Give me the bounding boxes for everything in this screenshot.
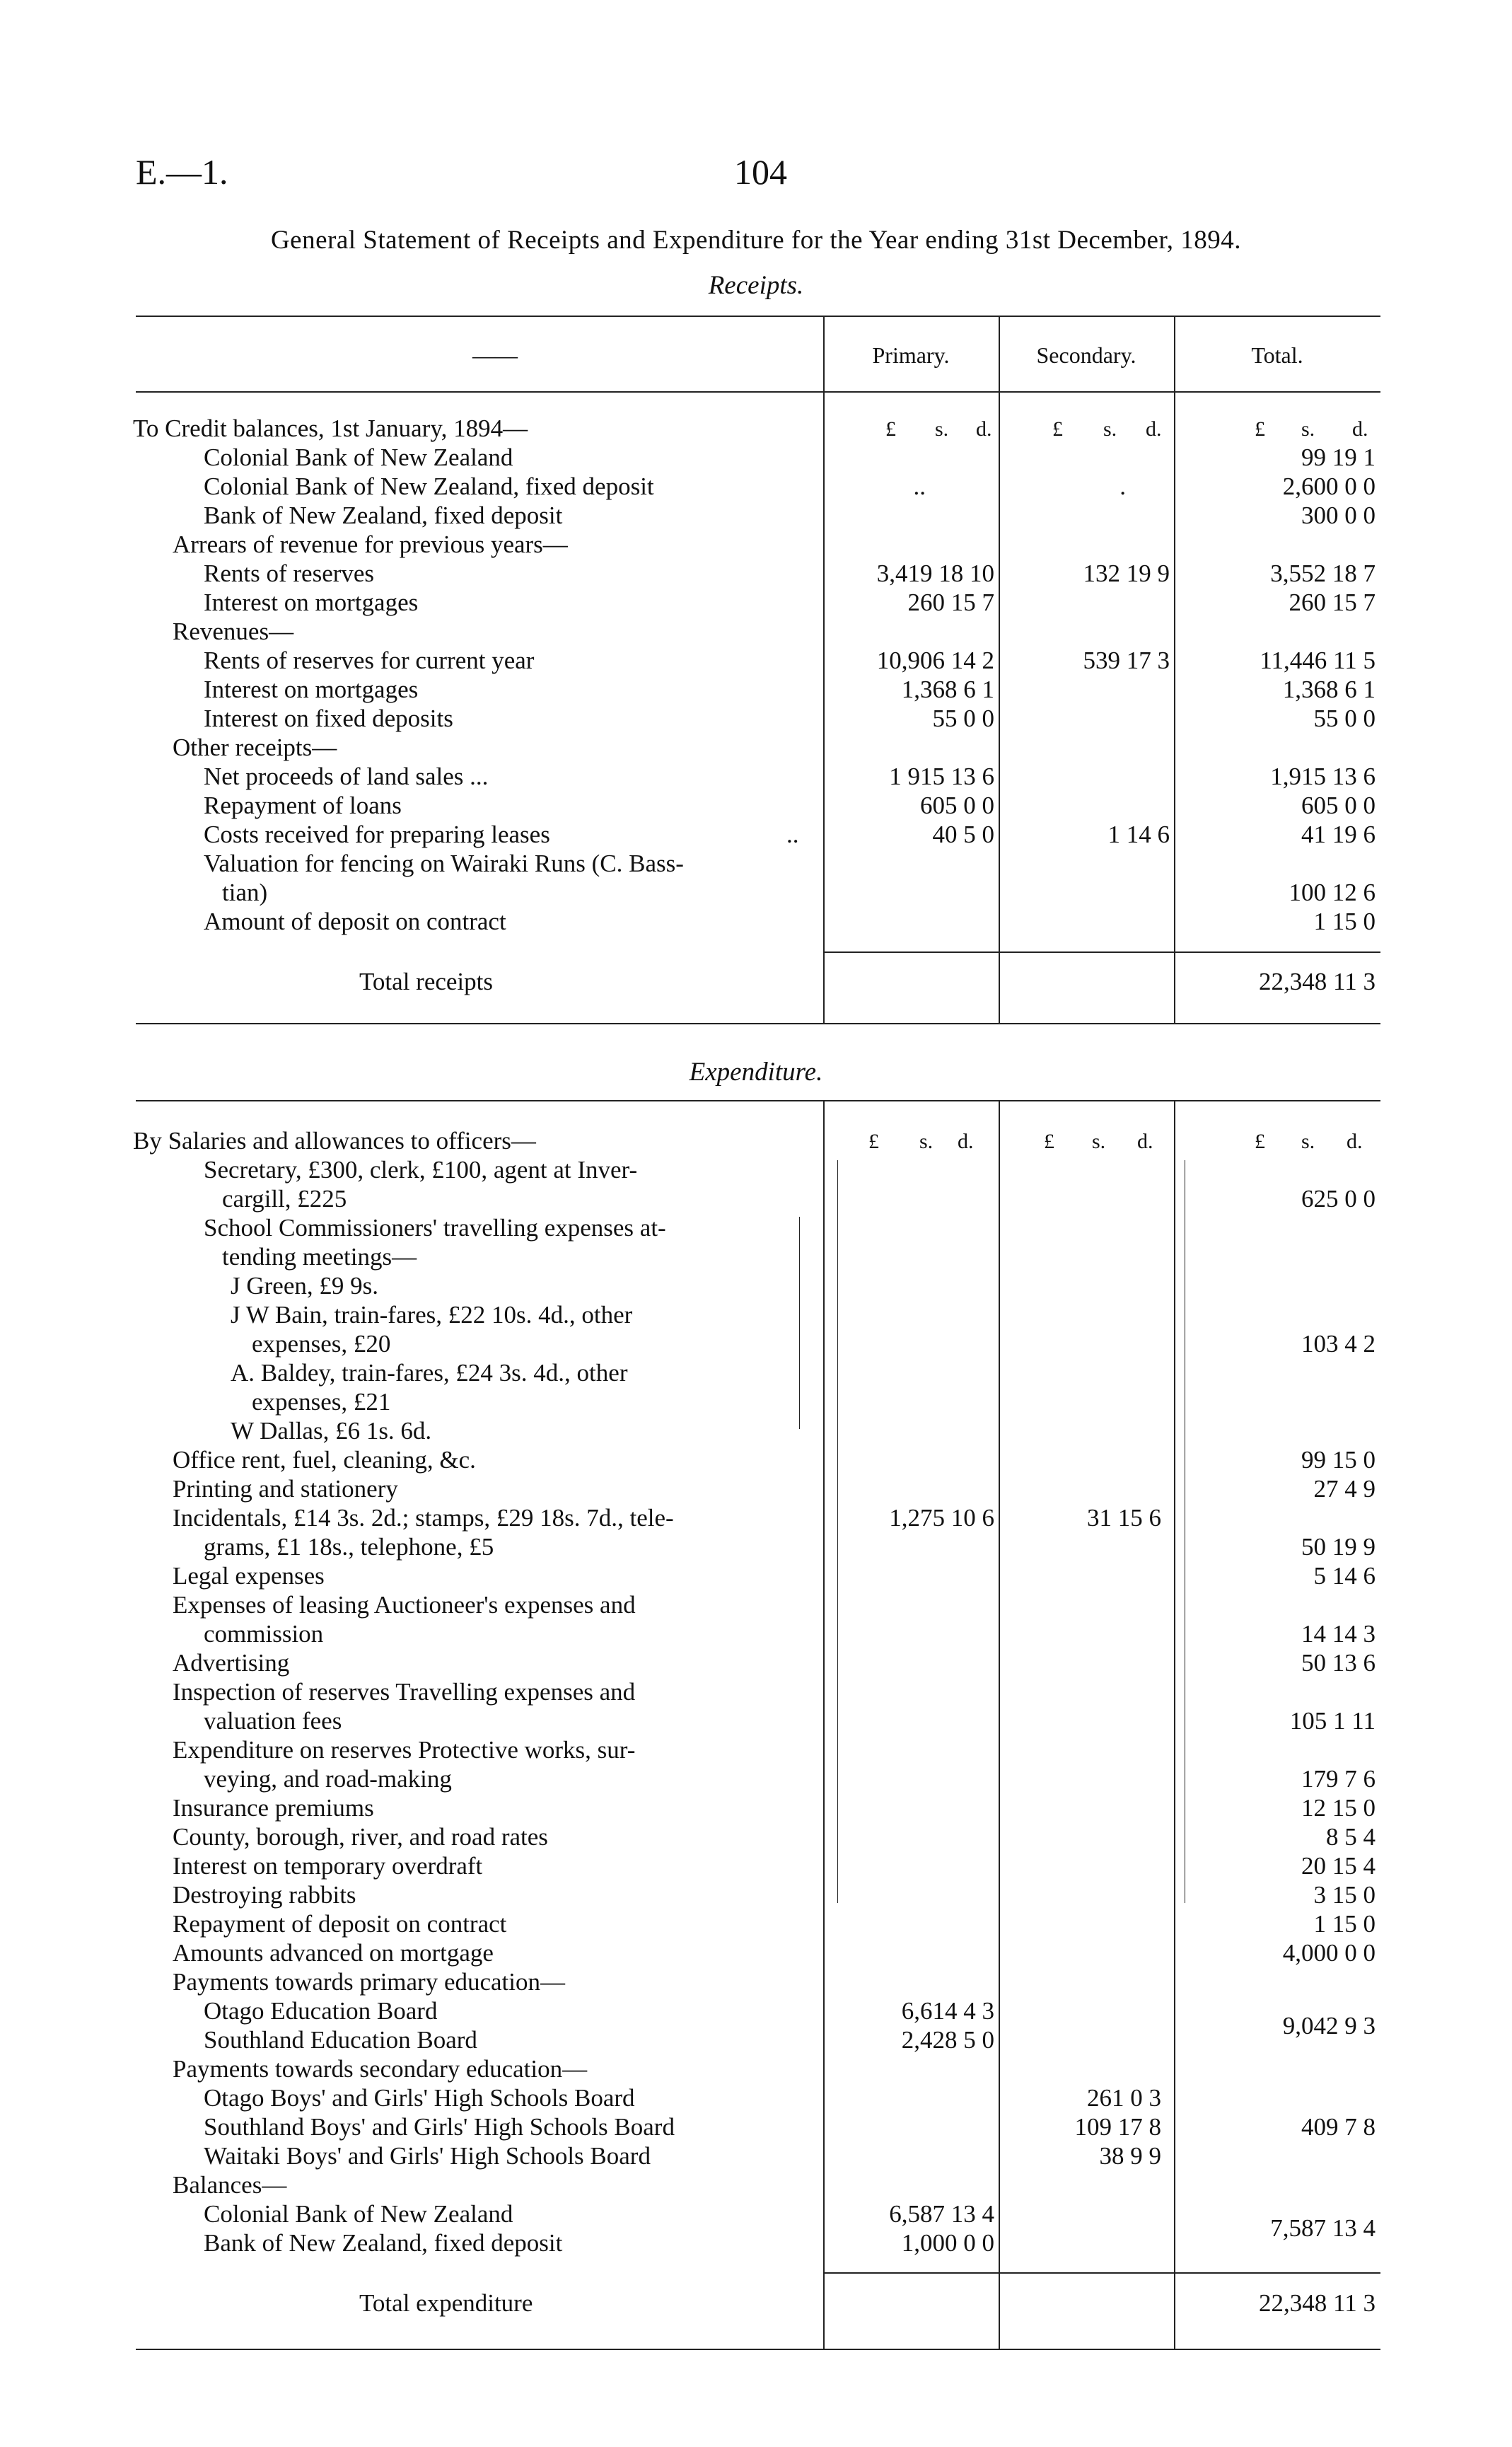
statement-title: General Statement of Receipts and Expenditure for the Year ending 31st December, 1894. (270, 226, 1242, 255)
exp-total: 105 1 11 (1289, 1707, 1376, 1735)
receipt-row (0, 762, 1512, 791)
receipt-row (0, 820, 1512, 849)
exp-row (0, 1271, 1512, 1300)
expenditure-top-rule (136, 1100, 1380, 1101)
receipts-top-rule (136, 316, 1380, 317)
exp-primary: 6,614 4 3 (901, 1997, 994, 2025)
receipt-primary: .. (913, 473, 926, 500)
receipts-header-rule (136, 391, 1380, 393)
col-total-head: Total. (1251, 342, 1303, 368)
exp-row (0, 1880, 1512, 1909)
exp-row (0, 1445, 1512, 1474)
exp-row (0, 1358, 1512, 1387)
receipt-desc: Rents of reserves for current year (204, 647, 535, 674)
exp-desc: Payments towards secondary education— (173, 2055, 588, 2083)
exp-row (0, 1387, 1512, 1416)
receipt-desc: Net proceeds of land sales ... (204, 763, 489, 790)
receipt-total: 300 0 0 (1301, 502, 1376, 529)
total-receipts-label: Total receipts (359, 968, 493, 995)
exp-desc: valuation fees (204, 1707, 342, 1735)
receipt-secondary: . (1120, 473, 1126, 500)
receipt-secondary: 132 19 9 (1083, 560, 1170, 587)
exp-desc: Office rent, fuel, cleaning, &c. (173, 1446, 476, 1474)
receipt-desc: Rents of reserves (204, 560, 375, 587)
exp-total-pound-unit: £ (1255, 1130, 1265, 1153)
receipt-desc: Other receipts— (173, 734, 337, 761)
receipt-row (0, 530, 1512, 559)
receipts-primary-pound-unit: £ (885, 417, 896, 441)
receipt-row (0, 791, 1512, 820)
receipt-total: 55 0 0 (1313, 705, 1376, 732)
exp-desc: A. Baldey, train-fares, £24 3s. 4d., other (231, 1359, 628, 1387)
receipt-primary: 605 0 0 (920, 792, 994, 819)
receipt-secondary: 1 14 6 (1107, 821, 1170, 848)
receipt-row (0, 704, 1512, 733)
receipt-row (0, 849, 1512, 878)
exp-desc: expenses, £21 (252, 1388, 391, 1416)
exp-row (0, 1967, 1512, 1996)
receipt-primary: 3,419 18 10 (876, 560, 994, 587)
exp-desc: expenses, £20 (252, 1330, 391, 1358)
exp-desc: veying, and road-making (204, 1765, 452, 1793)
document-ref: E.—1. (136, 152, 228, 192)
exp-row (0, 1648, 1512, 1677)
receipt-row (0, 443, 1512, 472)
page-number: 104 (734, 152, 787, 192)
receipts-primary-pence-unit: d. (976, 417, 992, 441)
receipt-desc: Valuation for fencing on Wairaki Runs (C. Bass- (204, 850, 684, 877)
exp-total: 103 4 2 (1301, 1330, 1376, 1358)
exp-primary-pence-unit: d. (958, 1130, 974, 1153)
exp-total: 50 13 6 (1301, 1649, 1376, 1677)
exp-desc: Balances— (173, 2171, 287, 2199)
receipts-sum-rule (823, 951, 1380, 953)
exp-row (0, 1938, 1512, 1967)
exp-desc: Otago Education Board (204, 1997, 438, 2025)
exp-desc: commission (204, 1620, 324, 1648)
exp-total: 409 7 8 (1301, 2113, 1376, 2141)
receipt-row (0, 675, 1512, 704)
receipt-total: 2,600 0 0 (1282, 473, 1376, 500)
col-primary-head: Primary. (872, 342, 950, 368)
exp-secondary: 109 17 8 (1074, 2113, 1161, 2141)
exp-row (0, 1126, 1512, 1155)
exp-desc: J Green, £9 9s. (231, 1272, 378, 1300)
receipt-secondary: 539 17 3 (1083, 647, 1170, 674)
exp-desc: Secretary, £300, clerk, £100, agent at Inver- (204, 1156, 638, 1184)
exp-total: 3 15 0 (1313, 1881, 1376, 1909)
exp-row (0, 2228, 1512, 2257)
exp-total: 5 14 6 (1313, 1562, 1376, 1590)
exp-row (0, 1851, 1512, 1880)
expenditure-bottom-rule (136, 2349, 1380, 2350)
total-expenditure-label: Total expenditure (359, 2289, 533, 2317)
exp-total: 7,587 13 4 (1270, 2214, 1376, 2242)
receipt-total: 3,552 18 7 (1270, 560, 1376, 587)
col-secondary-head: Secondary. (1036, 342, 1136, 368)
receipt-total: 1 15 0 (1313, 908, 1376, 935)
exp-desc: Expenditure on reserves Protective works, sur- (173, 1736, 636, 1764)
receipt-primary: 1,368 6 1 (901, 676, 994, 703)
exp-desc: Colonial Bank of New Zealand (204, 2200, 513, 2228)
exp-desc: School Commissioners' travelling expenses at- (204, 1214, 666, 1242)
exp-secondary-pence-unit: d. (1137, 1130, 1153, 1153)
exp-total: 99 15 0 (1301, 1446, 1376, 1474)
exp-desc: Repayment of deposit on contract (173, 1910, 507, 1938)
exp-desc: Advertising (173, 1649, 290, 1677)
exp-row (0, 1503, 1512, 1532)
exp-total-pence-unit: d. (1347, 1130, 1363, 1153)
exp-row (0, 1184, 1512, 1213)
total-expenditure-value: 22,348 11 3 (1259, 2289, 1376, 2317)
receipt-row (0, 646, 1512, 675)
receipts-secondary-pound-unit: £ (1052, 417, 1063, 441)
exp-row (0, 2012, 1512, 2054)
exp-row (0, 2112, 1512, 2141)
receipt-desc: tian) (222, 879, 268, 906)
receipt-desc: Interest on mortgages (204, 589, 419, 616)
expenditure-total-row (0, 2289, 1512, 2318)
receipt-total: 99 19 1 (1301, 444, 1376, 471)
exp-total: 1 15 0 (1313, 1910, 1376, 1938)
exp-row (0, 1619, 1512, 1648)
exp-row (0, 1561, 1512, 1590)
receipt-total: 11,446 11 5 (1260, 647, 1376, 674)
exp-desc: W Dallas, £6 1s. 6d. (231, 1417, 432, 1445)
exp-desc: grams, £1 18s., telephone, £5 (204, 1533, 494, 1561)
exp-row (0, 1909, 1512, 1938)
exp-secondary: 38 9 9 (1099, 2142, 1161, 2170)
exp-desc: Legal expenses (173, 1562, 325, 1590)
receipts-secondary-shilling-unit: s. (1103, 417, 1117, 441)
exp-row (0, 1242, 1512, 1271)
exp-row (0, 1706, 1512, 1735)
exp-row (0, 1735, 1512, 1764)
exp-secondary-pound-unit: £ (1044, 1130, 1054, 1153)
exp-row (0, 1416, 1512, 1445)
exp-sum-rule (823, 2272, 1380, 2274)
exp-total: 625 0 0 (1301, 1185, 1376, 1213)
exp-desc: By Salaries and allowances to officers— (133, 1127, 536, 1155)
exp-desc: Bank of New Zealand, fixed deposit (204, 2229, 563, 2257)
receipt-total: 1,915 13 6 (1270, 763, 1376, 790)
receipt-desc: Arrears of revenue for previous years— (173, 531, 568, 558)
receipt-row (0, 733, 1512, 762)
exp-primary: 2,428 5 0 (901, 2026, 994, 2054)
exp-row (0, 1822, 1512, 1851)
total-receipts-value: 22,348 11 3 (1259, 968, 1376, 995)
receipts-primary-shilling-unit: s. (935, 417, 949, 441)
receipt-desc: Costs received for preparing leases (204, 821, 550, 848)
receipt-desc: To Credit balances, 1st January, 1894— (133, 415, 528, 442)
exp-row (0, 1300, 1512, 1329)
receipts-heading: Receipts. (708, 271, 804, 300)
receipt-row (0, 588, 1512, 617)
exp-desc: Interest on temporary overdraft (173, 1852, 483, 1880)
exp-row (0, 1155, 1512, 1184)
receipt-total: 100 12 6 (1289, 879, 1376, 906)
exp-primary: 1,275 10 6 (889, 1504, 994, 1532)
receipt-row (0, 501, 1512, 530)
exp-secondary-shilling-unit: s. (1092, 1130, 1106, 1153)
exp-row (0, 1590, 1512, 1619)
exp-total: 14 14 3 (1301, 1620, 1376, 1648)
exp-total: 12 15 0 (1301, 1794, 1376, 1822)
receipt-row (0, 617, 1512, 646)
exp-total: 8 5 4 (1326, 1823, 1376, 1851)
leader-dots: .. (786, 821, 799, 848)
receipt-desc: Revenues— (173, 618, 294, 645)
receipt-total: 41 19 6 (1301, 821, 1376, 848)
receipt-total: 605 0 0 (1301, 792, 1376, 819)
exp-desc: cargill, £225 (222, 1185, 347, 1213)
receipt-primary: 10,906 14 2 (876, 647, 994, 674)
exp-desc: J W Bain, train-fares, £22 10s. 4d., other (231, 1301, 633, 1329)
exp-secondary: 261 0 3 (1087, 2084, 1161, 2112)
expenditure-heading: Expenditure. (689, 1058, 823, 1087)
receipt-primary: 40 5 0 (932, 821, 994, 848)
exp-total-shilling-unit: s. (1301, 1130, 1315, 1153)
exp-primary: 6,587 13 4 (889, 2200, 994, 2228)
exp-row (0, 2199, 1512, 2242)
exp-row (0, 1793, 1512, 1822)
exp-total: 9,042 9 3 (1282, 2012, 1376, 2040)
receipt-total: 1,368 6 1 (1282, 676, 1376, 703)
receipt-row (0, 472, 1512, 501)
col-blank-head: —— (472, 342, 518, 368)
exp-desc: Payments towards primary education— (173, 1968, 566, 1996)
exp-desc: Amounts advanced on mortgage (173, 1939, 494, 1967)
receipt-row (0, 414, 1512, 443)
exp-desc: Destroying rabbits (173, 1881, 356, 1909)
receipt-desc: Amount of deposit on contract (204, 908, 506, 935)
exp-row (0, 1677, 1512, 1706)
receipt-desc: Colonial Bank of New Zealand (204, 444, 513, 471)
exp-desc: Otago Boys' and Girls' High Schools Board (204, 2084, 635, 2112)
receipts-total-shilling-unit: s. (1301, 417, 1315, 441)
exp-desc: Incidentals, £14 3s. 2d.; stamps, £29 18s. 7d., tele- (173, 1504, 674, 1532)
exp-desc: tending meetings— (222, 1243, 417, 1271)
exp-desc: Printing and stationery (173, 1475, 398, 1503)
exp-primary: 1,000 0 0 (901, 2229, 994, 2257)
exp-row (0, 1329, 1512, 1358)
receipt-total: 260 15 7 (1289, 589, 1376, 616)
exp-desc: Insurance premiums (173, 1794, 374, 1822)
exp-desc: Southland Education Board (204, 2026, 477, 2054)
exp-row (0, 1213, 1512, 1242)
exp-row (0, 2141, 1512, 2170)
exp-row (0, 2054, 1512, 2083)
exp-secondary: 31 15 6 (1087, 1504, 1161, 1532)
receipt-row (0, 878, 1512, 907)
receipts-secondary-pence-unit: d. (1146, 417, 1162, 441)
receipt-desc: Repayment of loans (204, 792, 402, 819)
exp-desc: Waitaki Boys' and Girls' High Schools Board (204, 2142, 651, 2170)
receipt-primary: 1 915 13 6 (889, 763, 994, 790)
exp-row (0, 2083, 1512, 2112)
exp-desc: Expenses of leasing Auctioneer's expenses and (173, 1591, 636, 1619)
exp-total: 50 19 9 (1301, 1533, 1376, 1561)
receipt-primary: 55 0 0 (932, 705, 994, 732)
receipt-desc: Colonial Bank of New Zealand, fixed deposit (204, 473, 654, 500)
exp-row (0, 1474, 1512, 1503)
exp-row (0, 1532, 1512, 1561)
receipt-primary: 260 15 7 (907, 589, 994, 616)
exp-total: 20 15 4 (1301, 1852, 1376, 1880)
receipts-total-pence-unit: d. (1352, 417, 1368, 441)
exp-total: 179 7 6 (1301, 1765, 1376, 1793)
receipts-bottom-rule (136, 1023, 1380, 1024)
exp-total: 27 4 9 (1313, 1475, 1376, 1503)
exp-desc: Southland Boys' and Girls' High Schools Board (204, 2113, 675, 2141)
exp-row (0, 1764, 1512, 1793)
exp-desc: Inspection of reserves Travelling expenses and (173, 1678, 636, 1706)
receipt-desc: Interest on fixed deposits (204, 705, 453, 732)
exp-desc: County, borough, river, and road rates (173, 1823, 548, 1851)
receipt-row (0, 559, 1512, 588)
exp-row (0, 2170, 1512, 2199)
exp-total: 4,000 0 0 (1282, 1939, 1376, 1967)
receipt-desc: Bank of New Zealand, fixed deposit (204, 502, 563, 529)
exp-primary-shilling-unit: s. (919, 1130, 934, 1153)
receipts-total-row (0, 967, 1512, 996)
receipt-row (0, 907, 1512, 936)
receipt-desc: Interest on mortgages (204, 676, 419, 703)
receipts-total-pound-unit: £ (1255, 417, 1265, 441)
exp-primary-pound-unit: £ (868, 1130, 879, 1153)
